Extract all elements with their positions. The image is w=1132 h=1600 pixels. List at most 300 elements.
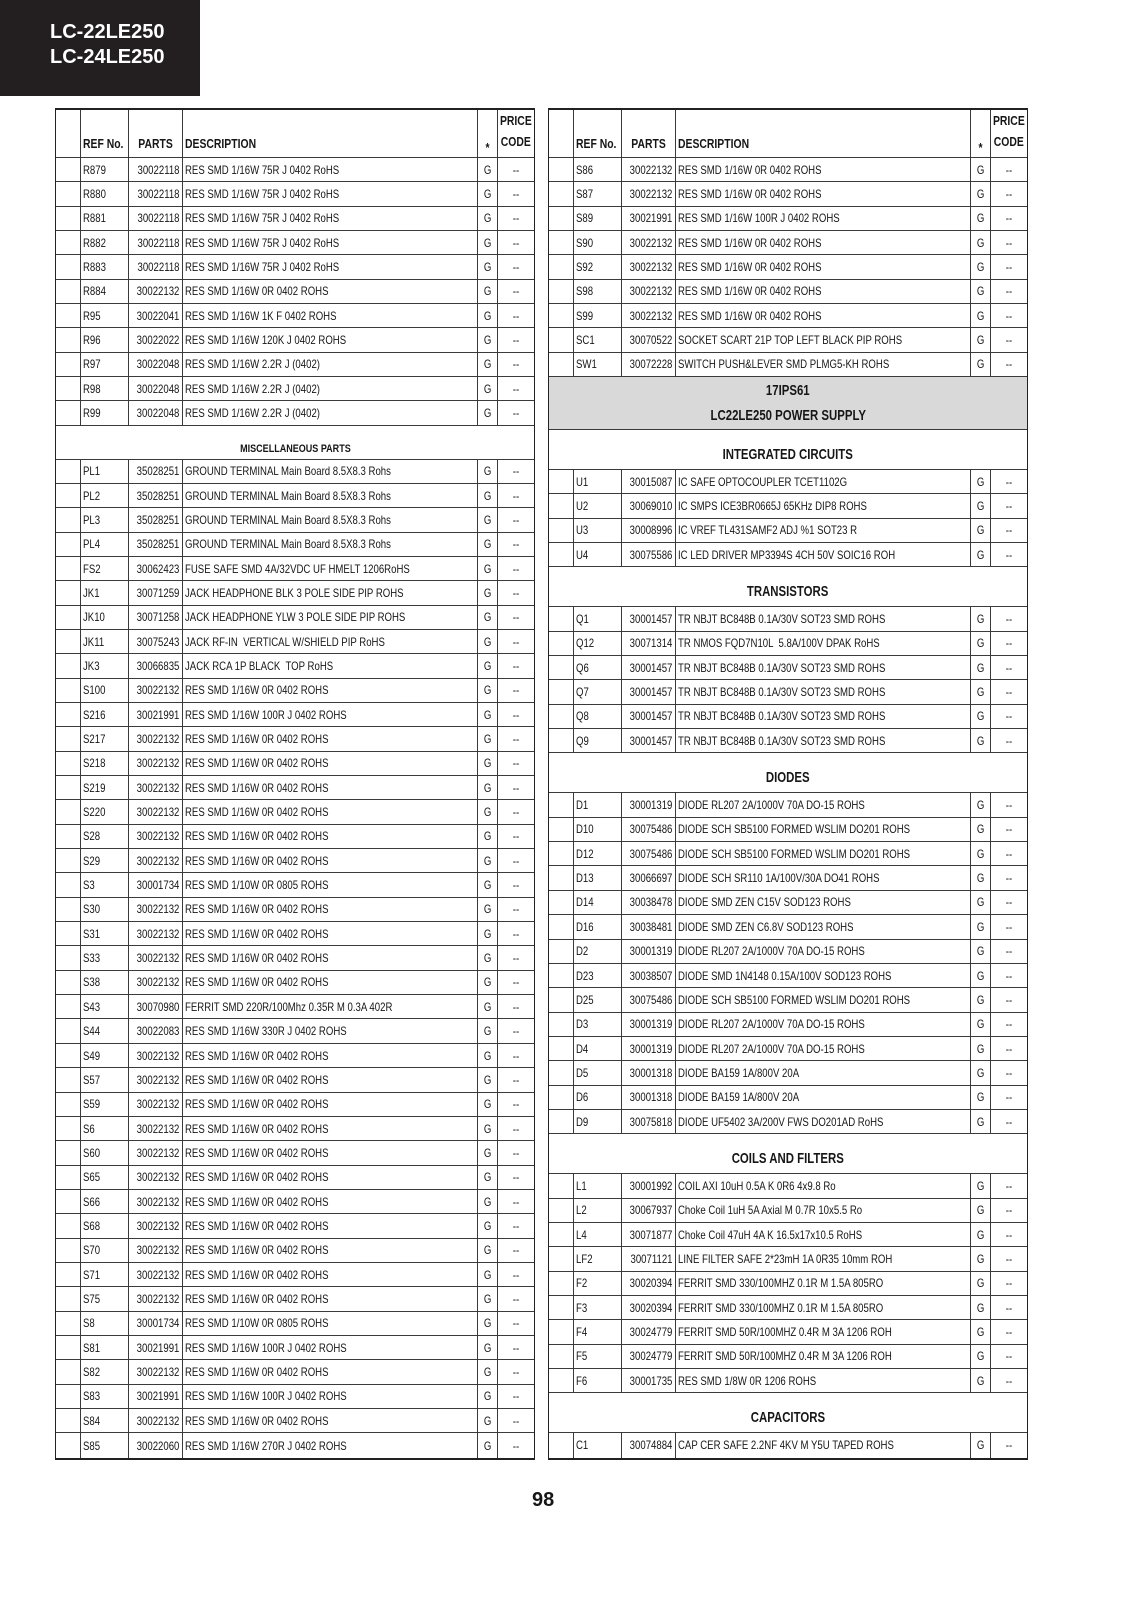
price-code-cell	[498, 255, 534, 278]
star-mark: G	[483, 1024, 492, 1039]
star-cell	[478, 508, 498, 531]
price-code: --	[1005, 333, 1013, 348]
ref-no-cell	[81, 1360, 129, 1383]
price-code-cell	[991, 1272, 1027, 1295]
star-mark: G	[976, 944, 985, 959]
description-cell	[676, 1086, 971, 1109]
section-header-row	[56, 426, 534, 460]
price-code-cell	[991, 182, 1027, 205]
star-cell	[971, 1061, 991, 1084]
star-cell	[971, 988, 991, 1011]
spacer-cell	[549, 1013, 574, 1036]
price-code: --	[512, 1194, 520, 1209]
parts-row	[56, 946, 534, 970]
section-title: COILS AND FILTERS	[731, 1150, 845, 1168]
spacer-cell	[56, 182, 81, 205]
spacer-cell	[56, 110, 81, 157]
price-code: --	[512, 853, 520, 868]
part-number-cell	[129, 679, 183, 702]
ref-no-header	[81, 110, 129, 157]
description-cell	[183, 1409, 478, 1432]
star-cell	[971, 940, 991, 963]
description: RES SMD 1/16W 120K J 0402 ROHS	[185, 333, 347, 348]
section-header-row	[549, 753, 1027, 793]
ref-no: R881	[83, 211, 106, 226]
part-number-cell	[129, 353, 183, 376]
description-cell	[676, 607, 971, 630]
part-number: 30072228	[629, 357, 672, 372]
ref-no-cell	[81, 460, 129, 483]
description: TR NBJT BC848B 0.1A/30V SOT23 SMD ROHS	[678, 709, 886, 724]
ref-no-cell	[81, 158, 129, 181]
star-mark: G	[976, 1227, 985, 1242]
star-cell	[478, 825, 498, 848]
ref-no: S85	[83, 1438, 101, 1453]
ref-no: S216	[83, 707, 106, 722]
ref-no: D9	[576, 1114, 589, 1129]
spacer-cell	[549, 891, 574, 914]
star-mark: G	[483, 1243, 492, 1258]
ref-no: L2	[576, 1203, 587, 1218]
ref-no: R97	[83, 357, 101, 372]
price-code: --	[1005, 944, 1013, 959]
star-cell	[478, 606, 498, 629]
parts-row	[549, 1345, 1027, 1369]
price-code-cell	[498, 1214, 534, 1237]
star-mark: G	[483, 878, 492, 893]
ref-no-cell	[81, 1312, 129, 1335]
description-cell	[183, 1385, 478, 1408]
ref-no-cell	[81, 1409, 129, 1432]
part-number: 30038481	[629, 919, 672, 934]
star-mark: G	[483, 1194, 492, 1209]
ref-no: JK11	[83, 634, 105, 649]
spacer-cell	[549, 632, 574, 655]
ref-no: R879	[83, 162, 106, 177]
star-mark: G	[976, 260, 985, 275]
description: RES SMD 1/16W 0R 0402 ROHS	[185, 805, 329, 820]
description-cell	[676, 818, 971, 841]
part-number-cell	[622, 1199, 676, 1222]
ref-no-cell	[574, 1223, 622, 1246]
ref-no: S28	[83, 829, 101, 844]
parts-row	[549, 1061, 1027, 1085]
description-cell	[676, 519, 971, 542]
description: RES SMD 1/16W 0R 0402 ROHS	[185, 756, 329, 771]
ref-no-cell	[574, 353, 622, 376]
parts-row	[56, 873, 534, 897]
star-cell	[971, 353, 991, 376]
part-number: 30001457	[629, 612, 672, 627]
description: IC SMPS ICE3BR0665J 65KHz DIP8 ROHS	[678, 499, 867, 514]
star-cell	[478, 1287, 498, 1310]
star-cell	[478, 898, 498, 921]
part-number: 35028251	[136, 512, 179, 527]
star-cell	[971, 328, 991, 351]
part-number: 30015087	[629, 474, 672, 489]
price-code-cell	[991, 1223, 1027, 1246]
ref-no-cell	[574, 1320, 622, 1343]
part-number-cell	[129, 377, 183, 400]
price-code-cell	[498, 1019, 534, 1042]
part-number: 30022022	[136, 333, 179, 348]
parts-row	[549, 519, 1027, 543]
ref-no-cell	[574, 1296, 622, 1319]
part-number-cell	[129, 581, 183, 604]
price-code-cell	[498, 703, 534, 726]
description-cell	[183, 679, 478, 702]
price-code-cell	[498, 1068, 534, 1091]
part-number-cell	[622, 705, 676, 728]
ref-no-cell	[81, 776, 129, 799]
star-mark: G	[483, 1072, 492, 1087]
parts-label: PARTS	[631, 136, 666, 151]
spacer-cell	[549, 328, 574, 351]
part-number: 30022132	[629, 235, 672, 250]
description: RES SMD 1/16W 2.2R J (0402)	[185, 406, 320, 421]
description-cell	[676, 353, 971, 376]
ref-no-cell	[574, 231, 622, 254]
part-number: 30022132	[136, 1170, 179, 1185]
part-number-cell	[622, 280, 676, 303]
star-cell	[971, 964, 991, 987]
ref-no-cell	[574, 1061, 622, 1084]
part-number: 30001457	[629, 733, 672, 748]
star-mark: G	[483, 488, 492, 503]
star-cell	[478, 873, 498, 896]
star-cell	[478, 1166, 498, 1189]
parts-row	[56, 1166, 534, 1190]
ref-no-cell	[574, 519, 622, 542]
star-mark: G	[483, 1097, 492, 1112]
description-cell	[676, 1223, 971, 1246]
ref-no-cell	[574, 1272, 622, 1295]
description-cell	[183, 971, 478, 994]
part-number-cell	[129, 946, 183, 969]
star-mark: G	[976, 685, 985, 700]
star-mark: G	[483, 780, 492, 795]
ref-no-cell	[574, 680, 622, 703]
description-cell	[183, 1360, 478, 1383]
ref-no-cell	[81, 727, 129, 750]
ref-no: R882	[83, 235, 106, 250]
ref-no: F3	[576, 1300, 588, 1315]
price-code-cell	[991, 1247, 1027, 1270]
parts-row	[549, 1320, 1027, 1344]
star-cell	[971, 182, 991, 205]
parts-row	[56, 1019, 534, 1043]
description: RES SMD 1/16W 0R 0402 ROHS	[185, 1413, 329, 1428]
description: CAP CER SAFE 2.2NF 4KV M Y5U TAPED ROHS	[678, 1438, 894, 1453]
description: DIODE UF5402 3A/200V FWS DO201AD RoHS	[678, 1114, 884, 1129]
price-code-cell	[498, 304, 534, 327]
price-code-cell	[498, 1166, 534, 1189]
description-cell	[676, 940, 971, 963]
spacer-cell	[549, 964, 574, 987]
price-code-cell	[991, 1369, 1027, 1392]
ref-no-cell	[574, 328, 622, 351]
part-number: 30071259	[136, 585, 179, 600]
price-code: --	[512, 537, 520, 552]
star-mark: G	[483, 999, 492, 1014]
part-number: 30022132	[136, 829, 179, 844]
star-cell	[971, 1272, 991, 1295]
price-code: --	[1005, 612, 1013, 627]
description-cell	[676, 915, 971, 938]
star-cell	[971, 866, 991, 889]
description-cell	[676, 656, 971, 679]
description: RES SMD 1/16W 75R J 0402 RoHS	[185, 235, 340, 250]
price-code: --	[1005, 1300, 1013, 1315]
price-code-cell	[991, 818, 1027, 841]
ref-no: S65	[83, 1170, 101, 1185]
part-number-cell	[129, 1385, 183, 1408]
price-code: --	[512, 1024, 520, 1039]
parts-row	[56, 533, 534, 557]
ref-no: S86	[576, 162, 594, 177]
parts-row	[56, 703, 534, 727]
description-cell	[676, 1174, 971, 1197]
part-number-cell	[129, 971, 183, 994]
price-code: --	[1005, 1017, 1013, 1032]
part-number: 30067937	[629, 1203, 672, 1218]
ref-no: L1	[576, 1178, 587, 1193]
ref-no-cell	[81, 873, 129, 896]
part-number: 30022118	[137, 187, 179, 202]
spacer-cell	[56, 353, 81, 376]
description: RES SMD 1/16W 0R 0402 ROHS	[678, 235, 822, 250]
price-code: --	[512, 1291, 520, 1306]
part-number: 35028251	[136, 464, 179, 479]
part-number: 30001457	[629, 660, 672, 675]
ref-no: S99	[576, 308, 594, 323]
part-number: 30022132	[136, 1291, 179, 1306]
description: RES SMD 1/16W 0R 0402 ROHS	[185, 284, 329, 299]
ref-no: JK10	[83, 610, 105, 625]
ref-no-cell	[81, 255, 129, 278]
star-mark: G	[483, 284, 492, 299]
ref-no-cell	[81, 1263, 129, 1286]
star-cell	[478, 581, 498, 604]
price-code-cell	[991, 255, 1027, 278]
price-code-cell	[498, 849, 534, 872]
description-cell	[676, 543, 971, 566]
price-code: --	[1005, 284, 1013, 299]
description: RES SMD 1/16W 100R J 0402 ROHS	[185, 1340, 347, 1355]
spacer-cell	[56, 1409, 81, 1432]
ref-no-cell	[574, 1013, 622, 1036]
star-mark: G	[483, 1170, 492, 1185]
star-cell	[478, 922, 498, 945]
price-code-cell	[991, 1433, 1027, 1457]
part-number-cell	[622, 1037, 676, 1060]
star-mark: G	[976, 871, 985, 886]
ref-no-cell	[81, 1019, 129, 1042]
description: DIODE RL207 2A/1000V 70A DO-15 ROHS	[678, 798, 865, 813]
description-cell	[183, 727, 478, 750]
price-code-cell	[498, 484, 534, 507]
part-number-cell	[622, 255, 676, 278]
part-number: 35028251	[136, 488, 179, 503]
spacer-cell	[56, 508, 81, 531]
star-cell	[478, 1409, 498, 1432]
part-number-cell	[129, 654, 183, 677]
part-number: 30001734	[136, 878, 179, 893]
part-number-cell	[129, 1360, 183, 1383]
part-number: 30022132	[136, 1121, 179, 1136]
star-mark: G	[976, 1349, 985, 1364]
spacer-cell	[56, 207, 81, 230]
star-cell	[971, 915, 991, 938]
spacer-cell	[549, 353, 574, 376]
part-number: 30071314	[629, 636, 672, 651]
star-cell	[478, 1141, 498, 1164]
description: RES SMD 1/16W 0R 0402 ROHS	[185, 683, 329, 698]
star-cell	[478, 533, 498, 556]
star-cell	[478, 1385, 498, 1408]
description: RES SMD 1/16W 0R 0402 ROHS	[185, 1194, 329, 1209]
ref-no-cell	[81, 304, 129, 327]
spacer-cell	[56, 630, 81, 653]
price-code-header	[498, 110, 534, 157]
part-number-cell	[129, 1287, 183, 1310]
star-mark: G	[976, 235, 985, 250]
spacer-cell	[549, 1369, 574, 1392]
star-cell	[478, 377, 498, 400]
part-number: 30070522	[629, 333, 672, 348]
star-mark: G	[976, 612, 985, 627]
star-cell	[478, 1117, 498, 1140]
price-code-cell	[991, 470, 1027, 493]
description: RES SMD 1/16W 100R J 0402 ROHS	[185, 1389, 347, 1404]
spacer-cell	[56, 995, 81, 1018]
part-number: 30022118	[137, 235, 179, 250]
part-number-cell	[129, 401, 183, 424]
description: DIODE SCH SB5100 FORMED WSLIM DO201 ROHS	[678, 992, 911, 1007]
ref-no-cell	[574, 543, 622, 566]
price-code: --	[512, 1121, 520, 1136]
parts-header	[129, 110, 183, 157]
parts-row	[56, 1239, 534, 1263]
price-code-cell	[498, 533, 534, 556]
spacer-cell	[549, 110, 574, 157]
description-cell	[676, 182, 971, 205]
price-code: --	[1005, 499, 1013, 514]
description: GROUND TERMINAL Main Board 8.5X8.3 Rohs	[185, 512, 391, 527]
part-number-cell	[622, 182, 676, 205]
parts-row	[56, 800, 534, 824]
star-mark: G	[483, 381, 492, 396]
parts-row	[549, 470, 1027, 494]
description: RES SMD 1/16W 75R J 0402 RoHS	[185, 211, 340, 226]
part-number-cell	[622, 1345, 676, 1368]
code-label: CODE	[993, 134, 1025, 149]
spacer-cell	[549, 988, 574, 1011]
spacer-cell	[56, 752, 81, 775]
star-cell	[478, 328, 498, 351]
star-mark: G	[976, 822, 985, 837]
ref-no: S49	[83, 1048, 101, 1063]
price-code-cell	[498, 353, 534, 376]
description-label: DESCRIPTION	[678, 136, 750, 151]
price-code-cell	[498, 1287, 534, 1310]
part-number: 30022132	[136, 1194, 179, 1209]
description-cell	[183, 182, 478, 205]
description: FERRIT SMD 50R/100MHZ 0.4R M 3A 1206 ROH	[678, 1349, 892, 1364]
price-code: --	[512, 357, 520, 372]
price-code: --	[512, 707, 520, 722]
ref-no-cell	[574, 964, 622, 987]
description: IC LED DRIVER MP3394S 4CH 50V SOIC16 ROH	[678, 547, 896, 562]
price-code: --	[512, 1340, 520, 1355]
description-cell	[183, 1166, 478, 1189]
star-mark: G	[483, 951, 492, 966]
parts-row	[56, 557, 534, 581]
part-number: 30022048	[136, 357, 179, 372]
star-cell	[971, 793, 991, 816]
price-code-cell	[498, 158, 534, 181]
price-label: PRICE	[993, 113, 1025, 128]
description: TR NBJT BC848B 0.1A/30V SOT23 SMD ROHS	[678, 733, 886, 748]
star-mark: G	[976, 499, 985, 514]
price-code: --	[1005, 357, 1013, 372]
ref-no: S71	[83, 1267, 101, 1282]
ref-no: D1	[576, 798, 589, 813]
spacer-cell	[56, 922, 81, 945]
description: FUSE SAFE SMD 4A/32VDC UF HMELT 1206RoHS	[185, 561, 410, 576]
description-cell	[183, 898, 478, 921]
price-code-cell	[498, 800, 534, 823]
price-code: --	[512, 683, 520, 698]
price-code: --	[512, 756, 520, 771]
star-cell	[971, 231, 991, 254]
description-cell	[676, 1247, 971, 1270]
spacer-cell	[549, 519, 574, 542]
ref-no-cell	[81, 231, 129, 254]
board-title-line	[686, 403, 891, 428]
ref-no-cell	[81, 995, 129, 1018]
spacer-cell	[56, 1019, 81, 1042]
price-code-cell	[991, 158, 1027, 181]
part-number: 30020394	[629, 1276, 672, 1291]
price-code-cell	[991, 328, 1027, 351]
star-mark: G	[483, 585, 492, 600]
description: RES SMD 1/16W 0R 0402 ROHS	[185, 926, 329, 941]
price-code: --	[1005, 211, 1013, 226]
part-number-cell	[129, 1214, 183, 1237]
part-number-cell	[129, 1166, 183, 1189]
part-number: 30024779	[629, 1349, 672, 1364]
description: RES SMD 1/16W 0R 0402 ROHS	[678, 260, 822, 275]
price-code-cell	[991, 1086, 1027, 1109]
part-number: 30021991	[629, 211, 672, 226]
price-code-cell	[991, 1037, 1027, 1060]
star-cell	[971, 1296, 991, 1319]
ref-no-cell	[81, 1141, 129, 1164]
part-number-cell	[622, 543, 676, 566]
section-title: MISCELLANEOUS PARTS	[239, 442, 351, 455]
part-number: 30071121	[630, 1251, 672, 1266]
description: FERRIT SMD 330/100MHZ 0.1R M 1.5A 805RO	[678, 1300, 884, 1315]
star-cell	[478, 460, 498, 483]
price-code-cell	[991, 964, 1027, 987]
star-mark: G	[976, 333, 985, 348]
description-cell	[183, 460, 478, 483]
description-header	[676, 110, 971, 157]
ref-no-cell	[574, 304, 622, 327]
price-code: --	[512, 406, 520, 421]
description-cell	[676, 255, 971, 278]
